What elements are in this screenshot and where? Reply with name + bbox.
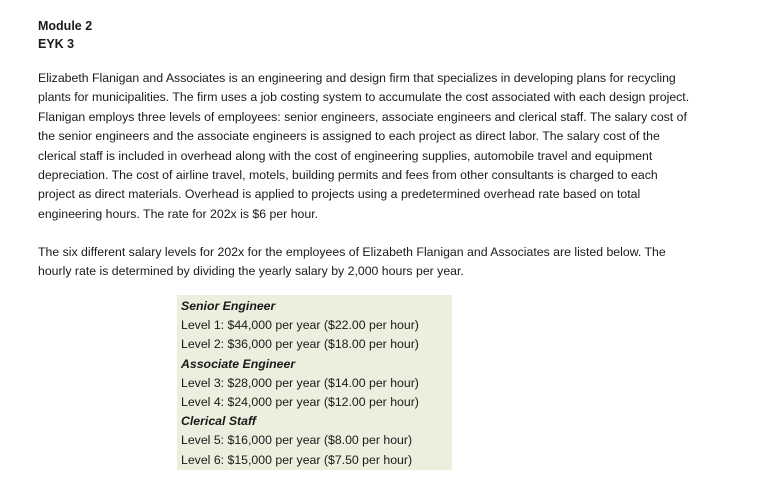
- paragraph-description: [38, 69, 689, 224]
- associate-engineer-title: Associate Engineer: [181, 356, 296, 371]
- paragraph-line: Flanigan employs three levels of employees: senior engineers, associate engineers and clerical staff. The salary cost of: [38, 109, 687, 124]
- salary-level-1: Level 1: $44,000 per year ($22.00 per hour): [181, 318, 419, 333]
- salary-level-2: Level 2: $36,000 per year ($18.00 per hour): [181, 337, 419, 352]
- salary-level-4: Level 4: $24,000 per year ($12.00 per hour): [181, 395, 419, 410]
- paragraph-line: depreciation. The cost of airline travel, motels, building permits and fees from other consultants is charged to each: [38, 168, 658, 183]
- paragraph-line: the senior engineers and the associate engineers is assigned to each project as direct labor. The salary cost of the: [38, 129, 660, 144]
- paragraph-line: plants for municipalities. The firm uses a job costing system to accumulate the cost associated with each design project.: [38, 90, 690, 105]
- salary-levels-table: [177, 295, 452, 470]
- senior-engineer-title: Senior Engineer: [181, 299, 276, 313]
- salary-level-5: Level 5: $16,000 per year ($8.00 per hour): [181, 433, 413, 448]
- paragraph-line: hourly rate is determined by dividing the yearly salary by 2,000 hours per year.: [38, 264, 464, 279]
- paragraph-line: project as direct materials. Overhead is applied to projects using a predetermined overhead rate based on total: [38, 187, 641, 202]
- salary-level-6: Level 6: $15,000 per year ($7.50 per hour): [181, 452, 413, 467]
- paragraph-line: engineering hours. The rate for 202x is $6 per hour.: [38, 206, 319, 221]
- paragraph-salary-intro: [38, 243, 666, 282]
- salary-level-3: Level 3: $28,000 per year ($14.00 per hour): [181, 375, 419, 390]
- exercise-code-heading: EYK 3: [38, 37, 75, 51]
- paragraph-line: clerical staff is included in overhead along with the cost of engineering supplies, automobile travel and equipment: [38, 148, 653, 163]
- paragraph-line: The six different salary levels for 202x for the employees of Elizabeth Flanigan and Associates are listed below. The: [38, 245, 666, 259]
- clerical-staff-title: Clerical Staff: [181, 414, 256, 429]
- paragraph-line: Elizabeth Flanigan and Associates is an engineering and design firm that specializes in developing plans for recycling: [38, 71, 676, 85]
- module-heading: Module 2: [38, 19, 93, 33]
